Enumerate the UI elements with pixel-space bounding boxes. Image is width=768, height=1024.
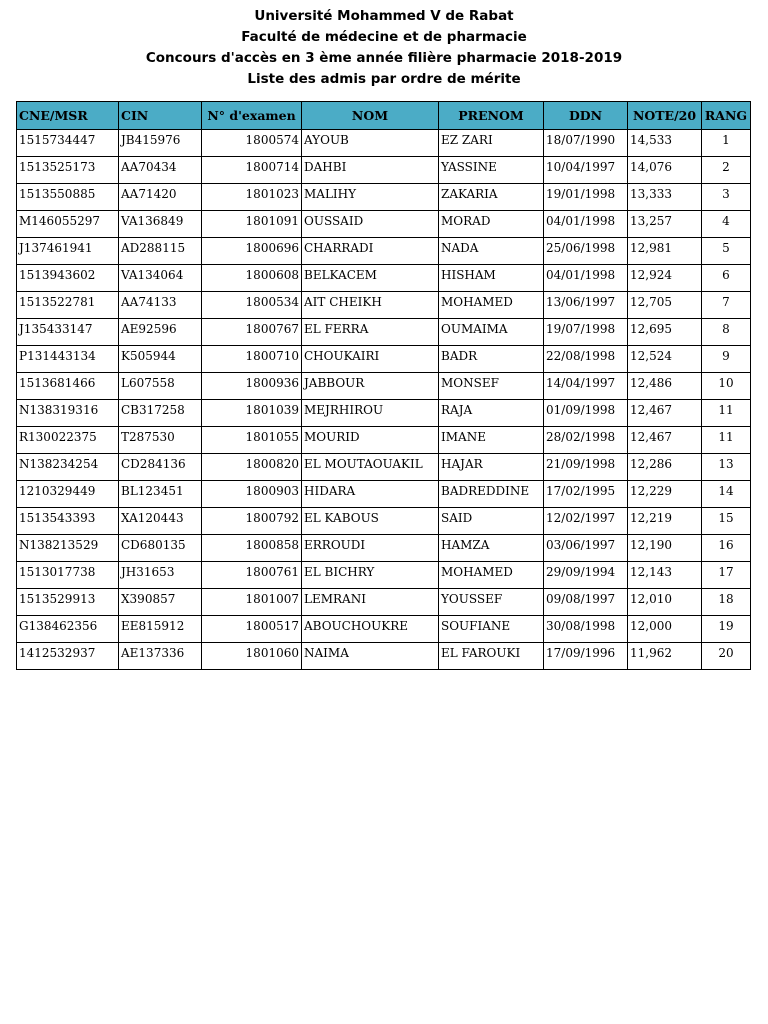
note-cell: 11,962 [628, 643, 702, 670]
cin-cell: AA74133 [119, 292, 202, 319]
nom-cell: CHARRADI [302, 238, 439, 265]
nom-cell: NAIMA [302, 643, 439, 670]
ddn-cell: 28/02/1998 [544, 427, 628, 454]
nom-cell: BELKACEM [302, 265, 439, 292]
cin-cell: JB415976 [119, 130, 202, 157]
prenom-cell: RAJA [439, 400, 544, 427]
nom-cell: EL FERRA [302, 319, 439, 346]
table-row [17, 265, 751, 292]
note-cell: 12,924 [628, 265, 702, 292]
note-cell: 12,524 [628, 346, 702, 373]
nom-cell: DAHBI [302, 157, 439, 184]
rang-cell: 7 [702, 292, 751, 319]
cin-cell: L607558 [119, 373, 202, 400]
exam-number-cell: 1800858 [202, 535, 302, 562]
column-header-prenom: PRENOM [439, 102, 544, 130]
ddn-cell: 04/01/1998 [544, 265, 628, 292]
ddn-cell: 19/01/1998 [544, 184, 628, 211]
cne-cell: R130022375 [17, 427, 119, 454]
rang-cell: 13 [702, 454, 751, 481]
note-cell: 12,467 [628, 400, 702, 427]
rang-cell: 14 [702, 481, 751, 508]
cne-cell: 1513543393 [17, 508, 119, 535]
table-row [17, 130, 751, 157]
exam-number-cell: 1800517 [202, 616, 302, 643]
cin-cell: K505944 [119, 346, 202, 373]
prenom-cell: EL FAROUKI [439, 643, 544, 670]
exam-number-cell: 1800608 [202, 265, 302, 292]
ddn-cell: 10/04/1997 [544, 157, 628, 184]
note-cell: 12,219 [628, 508, 702, 535]
cin-cell: CD284136 [119, 454, 202, 481]
university-title: Université Mohammed V de Rabat [254, 8, 514, 24]
prenom-cell: IMANE [439, 427, 544, 454]
list-title: Liste des admis par ordre de mérite [247, 71, 521, 87]
exam-number-cell: 1800936 [202, 373, 302, 400]
cne-cell: J137461941 [17, 238, 119, 265]
nom-cell: LEMRANI [302, 589, 439, 616]
ddn-cell: 18/07/1990 [544, 130, 628, 157]
ddn-cell: 30/08/1998 [544, 616, 628, 643]
ddn-cell: 03/06/1997 [544, 535, 628, 562]
ddn-cell: 04/01/1998 [544, 211, 628, 238]
ddn-cell: 14/04/1997 [544, 373, 628, 400]
exam-number-cell: 1800574 [202, 130, 302, 157]
column-header-cne: CNE/MSR [17, 102, 119, 130]
nom-cell: HIDARA [302, 481, 439, 508]
rang-cell: 15 [702, 508, 751, 535]
rang-cell: 19 [702, 616, 751, 643]
cin-cell: EE815912 [119, 616, 202, 643]
rang-cell: 11 [702, 400, 751, 427]
ddn-cell: 17/09/1996 [544, 643, 628, 670]
nom-cell: AIT CHEIKH [302, 292, 439, 319]
exam-number-cell: 1801039 [202, 400, 302, 427]
table-row [17, 427, 751, 454]
column-header-exam-number: N° d'examen [202, 102, 302, 130]
note-cell: 13,333 [628, 184, 702, 211]
rang-cell: 8 [702, 319, 751, 346]
note-cell: 12,229 [628, 481, 702, 508]
cin-cell: XA120443 [119, 508, 202, 535]
prenom-cell: HAMZA [439, 535, 544, 562]
note-cell: 14,533 [628, 130, 702, 157]
exam-number-cell: 1800767 [202, 319, 302, 346]
cne-cell: N138234254 [17, 454, 119, 481]
cin-cell: AA71420 [119, 184, 202, 211]
ddn-cell: 12/02/1997 [544, 508, 628, 535]
note-cell: 12,010 [628, 589, 702, 616]
note-cell: 12,143 [628, 562, 702, 589]
nom-cell: CHOUKAIRI [302, 346, 439, 373]
cin-cell: VA136849 [119, 211, 202, 238]
ddn-cell: 17/02/1995 [544, 481, 628, 508]
cin-cell: CB317258 [119, 400, 202, 427]
nom-cell: MEJRHIROU [302, 400, 439, 427]
exam-number-cell: 1800696 [202, 238, 302, 265]
note-cell: 12,190 [628, 535, 702, 562]
exam-number-cell: 1801091 [202, 211, 302, 238]
exam-number-cell: 1800710 [202, 346, 302, 373]
table-row [17, 211, 751, 238]
rang-cell: 16 [702, 535, 751, 562]
table-row [17, 184, 751, 211]
column-header-rang: RANG [702, 102, 751, 130]
cin-cell: X390857 [119, 589, 202, 616]
column-header-nom: NOM [302, 102, 439, 130]
exam-number-cell: 1800761 [202, 562, 302, 589]
rang-cell: 18 [702, 589, 751, 616]
nom-cell: JABBOUR [302, 373, 439, 400]
exam-number-cell: 1801060 [202, 643, 302, 670]
exam-number-cell: 1800820 [202, 454, 302, 481]
note-cell: 14,076 [628, 157, 702, 184]
rang-cell: 17 [702, 562, 751, 589]
prenom-cell: BADR [439, 346, 544, 373]
note-cell: 12,695 [628, 319, 702, 346]
prenom-cell: MONSEF [439, 373, 544, 400]
ddn-cell: 21/09/1998 [544, 454, 628, 481]
cin-cell: AA70434 [119, 157, 202, 184]
cne-cell: 1513522781 [17, 292, 119, 319]
rang-cell: 9 [702, 346, 751, 373]
nom-cell: EL MOUTAOUAKIL [302, 454, 439, 481]
exam-number-cell: 1801055 [202, 427, 302, 454]
exam-number-cell: 1801007 [202, 589, 302, 616]
cne-cell: 1513017738 [17, 562, 119, 589]
rang-cell: 10 [702, 373, 751, 400]
rang-cell: 1 [702, 130, 751, 157]
prenom-cell: BADREDDINE [439, 481, 544, 508]
table-row [17, 454, 751, 481]
ddn-cell: 13/06/1997 [544, 292, 628, 319]
rang-cell: 4 [702, 211, 751, 238]
cne-cell: 1513550885 [17, 184, 119, 211]
table-row [17, 319, 751, 346]
cin-cell: BL123451 [119, 481, 202, 508]
rang-cell: 5 [702, 238, 751, 265]
rang-cell: 11 [702, 427, 751, 454]
ddn-cell: 29/09/1994 [544, 562, 628, 589]
admitted-list-table [16, 101, 751, 670]
prenom-cell: YOUSSEF [439, 589, 544, 616]
rang-cell: 20 [702, 643, 751, 670]
nom-cell: AYOUB [302, 130, 439, 157]
table-row [17, 292, 751, 319]
nom-cell: MOURID [302, 427, 439, 454]
note-cell: 12,000 [628, 616, 702, 643]
prenom-cell: OUMAIMA [439, 319, 544, 346]
exam-number-cell: 1800903 [202, 481, 302, 508]
table-row [17, 400, 751, 427]
document-header [0, 6, 768, 90]
table-body [17, 130, 751, 670]
note-cell: 13,257 [628, 211, 702, 238]
rang-cell: 2 [702, 157, 751, 184]
cne-cell: N138213529 [17, 535, 119, 562]
note-cell: 12,286 [628, 454, 702, 481]
table-row [17, 508, 751, 535]
note-cell: 12,486 [628, 373, 702, 400]
prenom-cell: EZ ZARI [439, 130, 544, 157]
column-header-cin: CIN [119, 102, 202, 130]
note-cell: 12,467 [628, 427, 702, 454]
rang-cell: 3 [702, 184, 751, 211]
table-row [17, 616, 751, 643]
rang-cell: 6 [702, 265, 751, 292]
note-cell: 12,705 [628, 292, 702, 319]
cne-cell: 1513681466 [17, 373, 119, 400]
table-row [17, 562, 751, 589]
faculty-title: Faculté de médecine et de pharmacie [241, 29, 527, 45]
column-header-note: NOTE/20 [628, 102, 702, 130]
ddn-cell: 09/08/1997 [544, 589, 628, 616]
ddn-cell: 22/08/1998 [544, 346, 628, 373]
prenom-cell: SAID [439, 508, 544, 535]
exam-title: Concours d'accès en 3 ème année filière pharmacie 2018-2019 [145, 50, 623, 66]
nom-cell: OUSSAID [302, 211, 439, 238]
cin-cell: CD680135 [119, 535, 202, 562]
prenom-cell: MORAD [439, 211, 544, 238]
table-row [17, 238, 751, 265]
column-header-ddn: DDN [544, 102, 628, 130]
ddn-cell: 01/09/1998 [544, 400, 628, 427]
cne-cell: 1515734447 [17, 130, 119, 157]
prenom-cell: HAJAR [439, 454, 544, 481]
cne-cell: 1513943602 [17, 265, 119, 292]
prenom-cell: MOHAMED [439, 292, 544, 319]
prenom-cell: HISHAM [439, 265, 544, 292]
exam-number-cell: 1800792 [202, 508, 302, 535]
nom-cell: ERROUDI [302, 535, 439, 562]
cin-cell: T287530 [119, 427, 202, 454]
exam-number-cell: 1800534 [202, 292, 302, 319]
prenom-cell: ZAKARIA [439, 184, 544, 211]
prenom-cell: MOHAMED [439, 562, 544, 589]
cin-cell: JH31653 [119, 562, 202, 589]
table-row [17, 373, 751, 400]
cne-cell: N138319316 [17, 400, 119, 427]
cin-cell: AE137336 [119, 643, 202, 670]
nom-cell: ABOUCHOUKRE [302, 616, 439, 643]
ddn-cell: 25/06/1998 [544, 238, 628, 265]
cin-cell: AE92596 [119, 319, 202, 346]
note-cell: 12,981 [628, 238, 702, 265]
prenom-cell: SOUFIANE [439, 616, 544, 643]
nom-cell: MALIHY [302, 184, 439, 211]
table-row [17, 481, 751, 508]
table-row [17, 589, 751, 616]
cin-cell: VA134064 [119, 265, 202, 292]
exam-number-cell: 1801023 [202, 184, 302, 211]
cne-cell: 1513525173 [17, 157, 119, 184]
prenom-cell: NADA [439, 238, 544, 265]
cne-cell: 1210329449 [17, 481, 119, 508]
cne-cell: G138462356 [17, 616, 119, 643]
cne-cell: M146055297 [17, 211, 119, 238]
nom-cell: EL BICHRY [302, 562, 439, 589]
cne-cell: P131443134 [17, 346, 119, 373]
nom-cell: EL KABOUS [302, 508, 439, 535]
prenom-cell: YASSINE [439, 157, 544, 184]
cne-cell: 1412532937 [17, 643, 119, 670]
cne-cell: J135433147 [17, 319, 119, 346]
ddn-cell: 19/07/1998 [544, 319, 628, 346]
table-row [17, 643, 751, 670]
exam-number-cell: 1800714 [202, 157, 302, 184]
table-row [17, 157, 751, 184]
table-row [17, 346, 751, 373]
cin-cell: AD288115 [119, 238, 202, 265]
table-header-row [17, 102, 751, 130]
table-row [17, 535, 751, 562]
cne-cell: 1513529913 [17, 589, 119, 616]
